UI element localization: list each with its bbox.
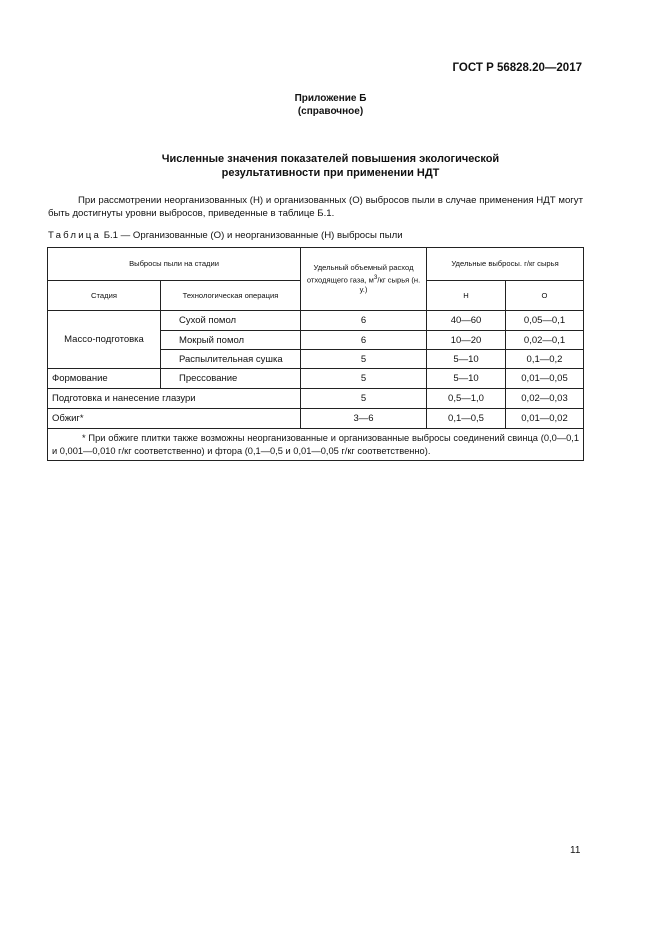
table-footnote-text: * При обжиге плитки также возможны неорганизованные и организованные выбросы соединений свинца (0,0—0,1 и 0,001—0,010 г/кг соответственно) и фтора (0,1—0,5 и 0,01—0,05 г/кг соответственно). — [52, 433, 580, 456]
cell-volume: 6 — [301, 311, 427, 331]
cell-operation: Распылительная сушка — [161, 350, 301, 369]
table-caption-text: Б.1 — Организованные (О) и неорганизованные (Н) выбросы пыли — [103, 230, 403, 241]
cell-stage: Массо-подготовка — [48, 311, 161, 369]
section-heading — [48, 152, 613, 180]
cell-n: 5—10 — [427, 369, 506, 389]
header-gas-volume-text: Удельный объемный расход отходящего газа, м — [306, 262, 414, 285]
appendix-title: Приложение Б — [294, 93, 367, 104]
table-footnote-row — [48, 429, 584, 461]
cell-n: 0,1—0,5 — [427, 409, 506, 429]
cell-o: 0,1—0,2 — [506, 350, 584, 369]
table-row — [48, 409, 584, 429]
appendix-subtitle: (справочное) — [297, 106, 364, 117]
header-n: Н — [427, 281, 506, 311]
cell-volume: 5 — [301, 369, 427, 389]
header-operation: Технологическая операция — [161, 281, 301, 311]
header-gas-volume-unit: /кг сырья (н. у.) — [359, 275, 421, 295]
cell-n: 0,5—1,0 — [427, 389, 506, 409]
heading-line-1: Численные значения показателей повышения экологической — [161, 153, 500, 165]
header-specific-emissions: Удельные выбросы. г/кг сырья — [427, 248, 584, 281]
table-header-row — [48, 248, 584, 281]
document-code: ГОСТ Р 56828.20—2017 — [452, 62, 582, 74]
cell-operation: Сухой помол — [161, 311, 301, 331]
cell-n: 40—60 — [427, 311, 506, 331]
header-gas-volume — [301, 248, 427, 311]
cell-n: 5—10 — [427, 350, 506, 369]
cell-volume: 6 — [301, 331, 427, 350]
cell-o: 0,02—0,03 — [506, 389, 584, 409]
cell-stage: Формование — [48, 369, 161, 389]
cell-volume: 5 — [301, 389, 427, 409]
cell-volume: 3—6 — [301, 409, 427, 429]
intro-paragraph: При рассмотрении неорганизованных (Н) и организованных (О) выбросов пыли в случае применения НДТ могут быть достигнуты уровни выбросов, приведенные в таблице Б.1. — [48, 195, 583, 219]
table-footnote — [48, 429, 584, 461]
cell-o: 0,01—0,05 — [506, 369, 584, 389]
page-number: 11 — [570, 845, 581, 856]
cell-o: 0,05—0,1 — [506, 311, 584, 331]
table-row — [48, 369, 584, 389]
heading-line-2: результативности при применении НДТ — [221, 167, 440, 179]
table-row — [48, 389, 584, 409]
table-caption-prefix: Таблица — [48, 230, 102, 241]
table-caption — [48, 230, 403, 241]
appendix-title-block — [0, 92, 661, 118]
cell-volume: 5 — [301, 350, 427, 369]
cell-operation: Мокрый помол — [161, 331, 301, 350]
emissions-table — [47, 247, 584, 461]
header-stage: Стадия — [48, 281, 161, 311]
cell-stage: Обжиг* — [48, 409, 301, 429]
header-stage-group: Выбросы пыли на стадии — [48, 248, 301, 281]
header-gas-volume-sup: 3 — [373, 273, 378, 281]
header-o: О — [506, 281, 584, 311]
cell-o: 0,01—0,02 — [506, 409, 584, 429]
table-row — [48, 311, 584, 331]
cell-n: 10—20 — [427, 331, 506, 350]
cell-o: 0,02—0,1 — [506, 331, 584, 350]
cell-operation: Прессование — [161, 369, 301, 389]
cell-stage: Подготовка и нанесение глазури — [48, 389, 301, 409]
